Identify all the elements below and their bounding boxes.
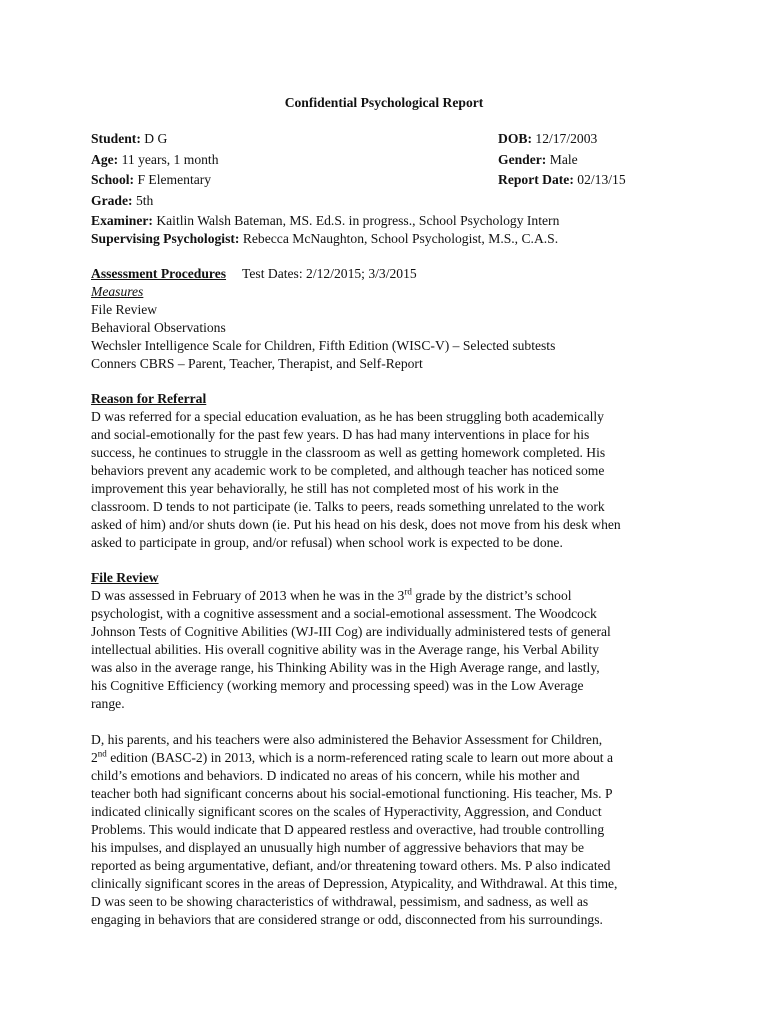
referral-heading: Reason for Referral [91, 391, 207, 406]
info-row-student [91, 130, 691, 151]
assessment-section [91, 265, 691, 373]
student-info [91, 130, 691, 248]
student-label: Student: [91, 131, 141, 146]
file-review-line: child’s emotions and behaviors. D indicated no areas of his concern, while his mother and [91, 768, 580, 783]
file-review-text: D was assessed in February of 2013 when he was in the 3 [91, 588, 405, 603]
gender-value: Male [549, 151, 578, 167]
info-row-grade [91, 192, 691, 213]
gender-label: Gender: [498, 151, 547, 167]
file-review-line [91, 587, 691, 605]
file-review-line: Problems. This would indicate that D appeared restless and overactive, had trouble controlling [91, 822, 605, 837]
info-row-examiner [91, 212, 691, 230]
file-review-line: engaging in behaviors that are considered strange or odd, disconnected from his surroundings. [91, 912, 603, 927]
file-review-heading: File Review [91, 570, 159, 585]
info-row-age [91, 151, 691, 172]
referral-line: behaviors prevent any academic work to be completed, and although teacher has noticed some [91, 463, 605, 478]
measure-item: File Review [91, 302, 158, 317]
file-review-line: range. [91, 696, 125, 711]
school-label: School: [91, 172, 135, 187]
file-review-line: intellectual abilities. His overall cognitive ability was in the Average range, his Verbal Ability [91, 642, 599, 657]
file-review-line: psychologist, with a cognitive assessment and a social-emotional assessment. The Woodcock [91, 606, 597, 621]
file-review-text: edition (BASC-2) in 2013, which is a norm-referenced rating scale to learn out more about a [106, 750, 614, 765]
dob-label: DOB: [498, 131, 532, 146]
file-review-line: indicated clinically significant scores on the scales of Hyperactivity, Aggression, and Conduct [91, 804, 602, 819]
measure-item: Conners CBRS – Parent, Teacher, Therapist, and Self-Report [91, 356, 423, 371]
paragraph-gap [91, 713, 691, 731]
file-review-line: clinically significant scores in the areas of Depression, Atypicality, and Withdrawal. At this time, [91, 876, 618, 891]
file-review-line: teacher both had significant concerns about his social-emotional functioning. His teacher, Ms. P [91, 786, 613, 801]
superscript: rd [404, 586, 412, 597]
grade-value: 5th [135, 192, 154, 208]
school-value: F Elementary [137, 172, 212, 187]
measures-label: Measures [91, 284, 144, 299]
assessment-heading: Assessment Procedures [91, 266, 227, 281]
file-review-line: D was seen to be showing characteristics of withdrawal, pessimism, and sadness, as well as [91, 894, 589, 909]
report-title: Confidential Psychological Report [284, 95, 484, 110]
assessment-heading-row [91, 265, 691, 283]
file-review-line: was also in the average range, his Thinking Ability was in the High Average range, and lastly, [91, 660, 600, 675]
file-review-line: D, his parents, and his teachers were also administered the Behavior Assessment for Children, [91, 732, 603, 747]
file-review-text: 2 [91, 750, 98, 765]
referral-line: D was referred for a special education evaluation, as he has been struggling both academically [91, 409, 604, 424]
referral-line: classroom. D tends to not participate (ie. Talks to peers, reads something unrelated to the work [91, 499, 605, 514]
age-value: 11 years, 1 month [121, 151, 219, 167]
report-date-label: Report Date: [498, 172, 574, 187]
info-row-supervisor [91, 230, 691, 248]
file-review-text: grade by the district’s school [411, 588, 572, 603]
measure-item: Wechsler Intelligence Scale for Children, Fifth Edition (WISC-V) – Selected subtests [91, 338, 556, 353]
referral-line: improvement this year behaviorally, he still has not completed most of his work in the [91, 481, 559, 496]
referral-line: and social-emotionally for the past few years. D has had many interventions in place for his [91, 427, 590, 442]
info-row-school [91, 171, 691, 192]
grade-label: Grade: [91, 192, 133, 208]
supervisor-value: Rebecca McNaughton, School Psychologist, M.S., C.A.S. [242, 231, 559, 246]
test-dates: Test Dates: 2/12/2015; 3/3/2015 [242, 266, 417, 281]
referral-section [91, 390, 691, 552]
file-review-line: his Cognitive Efficiency (working memory and processing speed) was in the Low Average [91, 678, 584, 693]
file-review-line: reported as being argumentative, defiant, and/or threatening toward others. Ms. P also indicated [91, 858, 611, 873]
examiner-label: Examiner: [91, 213, 153, 228]
examiner-value: Kaitlin Walsh Bateman, MS. Ed.S. in progress., School Psychology Intern [156, 213, 560, 228]
report-date-value: 02/13/15 [577, 172, 626, 187]
referral-line: success, he continues to struggle in the classroom as well as getting homework completed. His [91, 445, 606, 460]
referral-line: asked of him) and/or shuts down (ie. Put his head on his desk, does not move from his desk when [91, 517, 621, 532]
file-review-line: Johnson Tests of Cognitive Abilities (WJ-III Cog) are individually administered tests of general [91, 624, 611, 639]
student-value: D G [144, 131, 168, 146]
age-label: Age: [91, 151, 119, 167]
supervisor-label: Supervising Psychologist: [91, 231, 240, 246]
measures-label-row [91, 283, 691, 301]
referral-line: asked to participate in group, and/or refusal) when school work is expected to be done. [91, 535, 563, 550]
measure-item: Behavioral Observations [91, 320, 226, 335]
file-review-section [91, 569, 691, 929]
dob-value: 12/17/2003 [535, 131, 598, 146]
file-review-line: his impulses, and displayed an unusually high number of aggressive behaviors that may be [91, 840, 585, 855]
superscript: nd [97, 748, 107, 759]
file-review-line [91, 749, 691, 767]
